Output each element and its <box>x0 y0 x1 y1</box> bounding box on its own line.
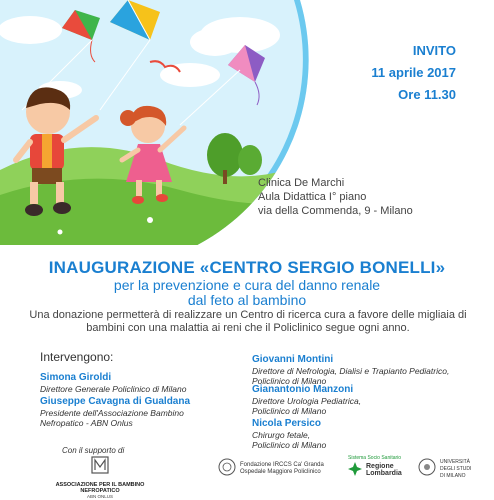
abn-sub: ABN ONLUS <box>86 494 113 499</box>
speaker-role: Policlinico di Milano <box>252 440 327 450</box>
unimi-text <box>440 459 471 480</box>
regione-text <box>366 463 402 477</box>
title-sub: dal feto al bambino <box>187 292 307 308</box>
speaker-entry <box>252 384 361 416</box>
speaker-entry <box>40 396 190 428</box>
speaker-entry <box>252 418 326 450</box>
speaker-entry <box>252 354 449 386</box>
kids-kites-illustration <box>0 0 494 245</box>
speaker-name: Giovanni Montini <box>252 354 334 365</box>
abn-name: ASSOCIAZIONE PER IL BAMBINO NEFROPATICO <box>55 482 145 494</box>
speaker-role: Direttore di Nefrologia, Dialisi e Trapianto Pediatrico, <box>252 366 450 376</box>
lead-paragraph: Una donazione permetterà di realizzare un Centro di ricerca cura a favore delle migliaia di bambini con una malattia ai reni che il Policlinico segue ogni anno. <box>29 309 467 334</box>
speaker-name: Gianantonio Manzoni <box>252 384 354 395</box>
abn-logo <box>40 455 160 499</box>
fondazione-seal-icon <box>218 458 236 476</box>
event-title <box>0 258 494 308</box>
speaker-role: Policlinico di Milano <box>252 376 327 386</box>
regione-rose-icon <box>348 462 362 476</box>
invite-time: Ore 11.30 <box>398 87 456 102</box>
speaker-name: Simona Giroldi <box>40 372 112 383</box>
speaker-role: Policlinico di Milano <box>252 406 327 416</box>
speaker-role: Chirurgo fetale, <box>252 430 311 440</box>
hero-illustration <box>0 0 494 245</box>
title-sub: per la prevenzione e cura del danno renale <box>113 277 381 293</box>
partner-logos <box>218 456 488 486</box>
unimi-line: UNIVERSITÀ <box>440 459 471 465</box>
regione-line: Lombardia <box>366 470 402 477</box>
fondazione-line: Fondazione IRCCS Ca' Granda <box>240 462 324 468</box>
unimi-line: DI MILANO <box>440 473 466 479</box>
speaker-name: Giuseppe Cavagna di Gualdana <box>40 396 191 407</box>
unimi-seal-icon <box>418 458 436 476</box>
abn-emblem-icon <box>90 455 110 475</box>
venue-line: via della Commenda, 9 - Milano <box>258 205 413 217</box>
speaker-role: Presidente dell'Associazione Bambino <box>40 408 184 418</box>
speaker-role: Direttore Generale Policlinico di Milano <box>40 384 187 394</box>
title-main: INAUGURAZIONE «CENTRO SERGIO BONELLI» <box>48 258 446 277</box>
speaker-role: Nefropatico - ABN Onlus <box>40 418 133 428</box>
venue-line: Aula Didattica I° piano <box>258 191 367 203</box>
fondazione-line: Ospedale Maggiore Policlinico <box>240 469 321 475</box>
unimi-line: DEGLI STUDI <box>440 466 472 472</box>
support-label: Con il supporto di <box>62 446 125 455</box>
invite-label: INVITO <box>412 43 456 58</box>
venue-line: Clinica De Marchi <box>258 177 345 189</box>
fondazione-text <box>240 462 324 476</box>
speaker-role: Direttore Urologia Pediatrica, <box>252 396 362 406</box>
speaker-name: Nicola Persico <box>252 418 321 429</box>
invite-date: 11 aprile 2017 <box>371 65 456 80</box>
speakers-heading: Intervengono: <box>40 350 114 364</box>
venue-address <box>258 176 413 218</box>
speaker-entry <box>40 372 186 394</box>
regione-line: Regione <box>366 463 394 470</box>
sistema-label: Sistema Socio Sanitario <box>348 455 402 461</box>
invite-block <box>371 40 456 106</box>
